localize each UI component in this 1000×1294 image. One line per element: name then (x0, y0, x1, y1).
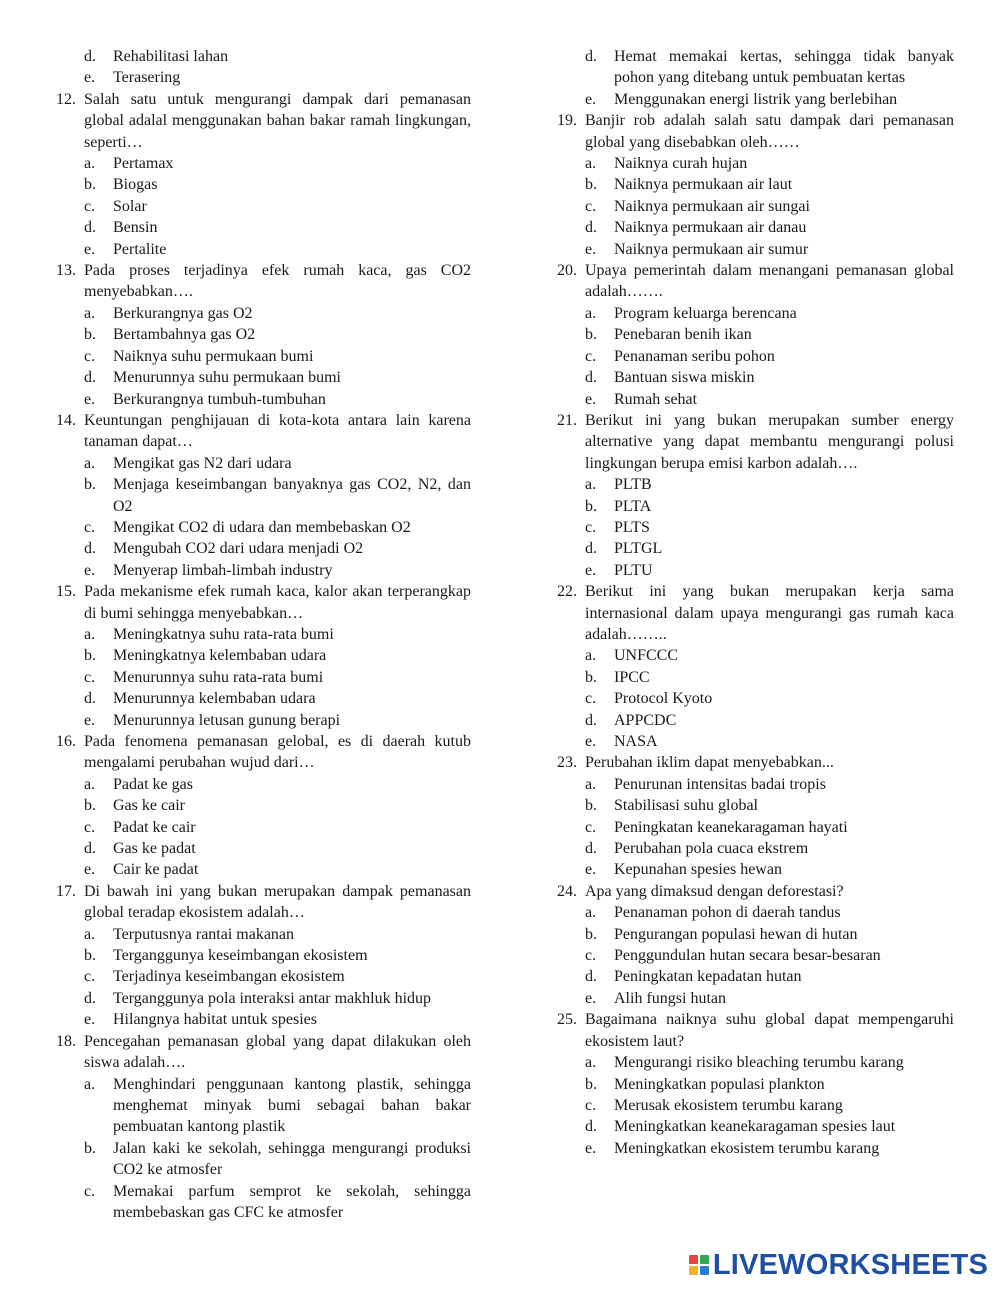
option-text: Perubahan pola cuaca ekstrem (614, 840, 809, 858)
answer-option[interactable] (557, 902, 954, 923)
option-text: Pertalite (113, 240, 167, 258)
option-letter: c. (84, 818, 96, 836)
answer-option[interactable] (56, 174, 471, 195)
answer-option[interactable] (56, 239, 471, 260)
option-text: Pertamax (113, 155, 174, 173)
answer-option[interactable] (56, 924, 471, 945)
option-text: Mengubah CO2 dari udara menjadi O2 (113, 540, 364, 558)
question-text: Pada mekanisme efek rumah kaca, kalor akan terperangkap di bumi sehingga menyebabkan… (84, 583, 471, 622)
answer-option[interactable] (56, 389, 471, 410)
option-text: PLTGL (614, 540, 663, 558)
option-letter: d. (84, 540, 96, 558)
option-text: Menurunnya letusan gunung berapi (113, 711, 341, 729)
question-number: 12. (56, 90, 76, 108)
option-letter: b. (585, 497, 597, 515)
option-letter: a. (84, 925, 96, 943)
option-letter: d. (585, 540, 597, 558)
option-text: Hilangnya habitat untuk spesies (113, 1011, 317, 1029)
option-text: Menurunnya suhu rata-rata bumi (113, 668, 324, 686)
answer-option[interactable] (557, 945, 954, 966)
answer-option[interactable] (557, 1095, 954, 1116)
option-letter: e. (585, 989, 597, 1007)
question-text: Salah satu untuk mengurangi dampak dari pemanasan global adalal menggunakan bahan bakar ramah lingkungan, seperti… (84, 90, 471, 151)
question-block (557, 260, 954, 410)
option-text: Bantuan siswa miskin (614, 369, 755, 387)
option-letter: b. (84, 947, 96, 965)
left-column (56, 46, 471, 1223)
option-letter: e. (585, 240, 597, 258)
question-block (557, 1009, 954, 1159)
option-text: Program keluarga berencana (614, 304, 797, 322)
option-letter: d. (84, 219, 96, 237)
question-number: 23. (557, 754, 577, 772)
question (56, 881, 471, 924)
answer-option[interactable] (557, 1138, 954, 1159)
answer-option[interactable] (557, 667, 954, 688)
option-letter: e. (585, 390, 597, 408)
question-block (557, 752, 954, 880)
answer-option[interactable] (56, 303, 471, 324)
answer-option[interactable] (557, 303, 954, 324)
option-letter: d. (585, 219, 597, 237)
question-text: Bagaimana naiknya suhu global dapat mempengaruhi ekosistem laut? (585, 1011, 954, 1050)
answer-option[interactable] (557, 89, 954, 110)
answer-option[interactable] (56, 346, 471, 367)
answer-option[interactable] (557, 239, 954, 260)
option-letter: d. (84, 48, 96, 65)
option-text: Biogas (113, 176, 158, 194)
question-number: 15. (56, 583, 76, 601)
option-letter: e. (585, 561, 597, 579)
answer-option[interactable] (56, 795, 471, 816)
answer-option[interactable] (557, 46, 954, 89)
option-letter: a. (585, 647, 597, 665)
logo-tiles-icon (689, 1255, 709, 1275)
answer-option[interactable] (557, 367, 954, 388)
option-text: Menggunakan energi listrik yang berlebihan (614, 90, 898, 108)
option-text: Bensin (113, 219, 158, 237)
option-letter: a. (84, 775, 96, 793)
question-block (56, 581, 471, 731)
option-text: Menyerap limbah-limbah industry (113, 561, 333, 579)
option-letter: d. (84, 989, 96, 1007)
question-block (557, 410, 954, 581)
question-text: Pada fenomena pemanasan gelobal, es di daerah kutub mengalami perubahan wujud dari… (84, 733, 471, 772)
answer-option[interactable] (557, 688, 954, 709)
option-text: Meningkatkan populasi plankton (614, 1075, 825, 1093)
answer-option[interactable] (56, 67, 471, 88)
question (557, 1009, 954, 1052)
question-block (56, 1031, 471, 1224)
option-letter: b. (585, 925, 597, 943)
option-letter: b. (84, 797, 96, 815)
question-number: 17. (56, 882, 76, 900)
option-text: Naiknya permukaan air laut (614, 176, 793, 194)
option-text: PLTA (614, 497, 652, 515)
option-letter: a. (585, 775, 597, 793)
option-text: Terganggunya pola interaksi antar makhluk hidup (113, 989, 432, 1007)
option-letter: e. (84, 561, 96, 579)
right-column (557, 46, 954, 1159)
option-letter: b. (585, 797, 597, 815)
answer-option[interactable] (56, 688, 471, 709)
answer-option[interactable] (557, 924, 954, 945)
answer-option[interactable] (56, 1074, 471, 1138)
question-text: Upaya pemerintah dalam menangani pemanasan global adalah……. (585, 262, 954, 301)
option-text: Pengurangan populasi hewan di hutan (614, 925, 858, 943)
answer-option[interactable] (56, 196, 471, 217)
option-text: Peningkatan keanekaragaman hayati (614, 818, 848, 836)
option-text: Penebaran benih ikan (614, 326, 752, 344)
option-letter: b. (585, 668, 597, 686)
answer-option[interactable] (56, 324, 471, 345)
question-block (557, 881, 954, 1009)
answer-option[interactable] (557, 988, 954, 1009)
option-letter: c. (585, 818, 597, 836)
option-letter: a. (585, 304, 597, 322)
question-number: 18. (56, 1032, 76, 1050)
option-text: Naiknya permukaan air danau (614, 219, 807, 237)
question (56, 410, 471, 453)
option-text: Cair ke padat (113, 861, 199, 879)
option-text: Mengikat CO2 di udara dan membebaskan O2 (113, 518, 411, 536)
answer-option[interactable] (56, 46, 471, 67)
answer-option[interactable] (557, 538, 954, 559)
answer-option[interactable] (56, 217, 471, 238)
question-block (56, 731, 471, 881)
question (56, 1031, 471, 1074)
option-text: Menurunnya kelembaban udara (113, 690, 316, 708)
answer-option[interactable] (557, 838, 954, 859)
answer-option[interactable] (56, 817, 471, 838)
answer-option[interactable] (56, 538, 471, 559)
answer-option[interactable] (56, 945, 471, 966)
option-text: Terputusnya rantai makanan (113, 925, 295, 943)
option-letter: d. (84, 690, 96, 708)
option-letter: d. (585, 369, 597, 387)
logo-text: LIVEWORKSHEETS (712, 1248, 988, 1281)
logo-tile-icon (700, 1255, 709, 1264)
option-text: Penggundulan hutan secara besar-besaran (614, 947, 881, 965)
question-block (56, 46, 471, 89)
option-letter: d. (585, 840, 597, 858)
answer-option[interactable] (557, 774, 954, 795)
answer-option[interactable] (56, 774, 471, 795)
option-letter: a. (585, 904, 597, 922)
answer-option[interactable] (56, 645, 471, 666)
option-letter: d. (84, 369, 96, 387)
option-letter: e. (84, 1011, 96, 1029)
option-letter: c. (84, 1182, 96, 1200)
question-number: 16. (56, 733, 76, 750)
option-text: Gas ke cair (113, 797, 185, 815)
question (56, 581, 471, 624)
option-text: Meningkatkan ekosistem terumbu karang (614, 1139, 880, 1157)
option-letter: c. (585, 518, 597, 536)
answer-option[interactable] (557, 710, 954, 731)
option-letter: e. (84, 69, 96, 87)
question-block (557, 110, 954, 260)
answer-option[interactable] (557, 966, 954, 987)
option-letter: c. (84, 197, 96, 215)
question-number: 14. (56, 411, 76, 429)
answer-option[interactable] (557, 560, 954, 581)
question (557, 752, 954, 773)
question (557, 260, 954, 303)
option-letter: e. (585, 1139, 597, 1157)
option-letter: c. (585, 347, 597, 365)
option-letter: a. (84, 304, 96, 322)
option-text: Rumah sehat (614, 390, 698, 408)
option-letter: a. (585, 155, 597, 173)
option-letter: e. (84, 390, 96, 408)
answer-option[interactable] (557, 153, 954, 174)
question (557, 581, 954, 645)
option-letter: a. (84, 155, 96, 173)
answer-option[interactable] (557, 174, 954, 195)
option-letter: b. (84, 476, 96, 494)
option-letter: c. (585, 690, 597, 708)
question (56, 89, 471, 153)
option-text: PLTS (614, 518, 650, 536)
option-text: Naiknya permukaan air sumur (614, 240, 809, 258)
question-block (557, 581, 954, 752)
option-letter: c. (585, 197, 597, 215)
option-text: Rehabilitasi lahan (113, 48, 229, 65)
option-text: Menjaga keseimbangan banyaknya gas CO2, N2, dan O2 (113, 476, 471, 515)
option-letter: b. (585, 326, 597, 344)
question-number: 22. (557, 583, 577, 601)
answer-option[interactable] (56, 838, 471, 859)
option-text: APPCDC (614, 711, 677, 729)
option-text: Berkurangnya gas O2 (113, 304, 253, 322)
answer-option[interactable] (557, 1052, 954, 1073)
answer-option[interactable] (557, 324, 954, 345)
option-text: Berkurangnya tumbuh-tumbuhan (113, 390, 326, 408)
question-text: Pencegahan pemanasan global yang dapat dilakukan oleh siswa adalah…. (84, 1032, 471, 1072)
option-letter: d. (585, 711, 597, 729)
option-text: PLTB (614, 476, 652, 494)
answer-option[interactable] (56, 710, 471, 731)
question-number: 19. (557, 112, 577, 130)
question-number: 24. (557, 882, 577, 900)
option-letter: c. (84, 347, 96, 365)
option-text: Penurunan intensitas badai tropis (614, 775, 826, 793)
logo-tile-icon (689, 1266, 698, 1275)
question-number: 20. (557, 262, 577, 280)
option-letter: e. (585, 90, 597, 108)
answer-option[interactable] (56, 1138, 471, 1181)
answer-option[interactable] (557, 496, 954, 517)
answer-option[interactable] (56, 1009, 471, 1030)
option-text: Menurunnya suhu permukaan bumi (113, 369, 341, 387)
answer-option[interactable] (557, 217, 954, 238)
option-text: Mengikat gas N2 dari udara (113, 454, 292, 472)
option-text: UNFCCC (614, 647, 679, 665)
option-text: Peningkatan kepadatan hutan (614, 968, 802, 986)
option-text: Merusak ekosistem terumbu karang (614, 1096, 843, 1114)
answer-option[interactable] (56, 667, 471, 688)
question (56, 260, 471, 303)
question (557, 881, 954, 902)
question-block (56, 89, 471, 260)
option-text: Terganggunya keseimbangan ekosistem (113, 947, 368, 965)
option-text: Kepunahan spesies hewan (614, 861, 782, 879)
question-text: Berikut ini yang bukan merupakan sumber energy alternative yang dapat membantu mengurangi polusi lingkungan berupa emisi karbon adalah…. (585, 411, 954, 472)
liveworksheets-logo (689, 1250, 988, 1280)
answer-option[interactable] (557, 1074, 954, 1095)
option-letter: c. (585, 947, 597, 965)
option-letter: d. (585, 1118, 597, 1136)
answer-option[interactable] (56, 153, 471, 174)
answer-option[interactable] (557, 1116, 954, 1137)
option-text: Meningkatnya kelembaban udara (113, 647, 327, 665)
option-letter: a. (84, 454, 96, 472)
answer-option[interactable] (56, 988, 471, 1009)
option-text: Jalan kaki ke sekolah, sehingga mengurangi produksi CO2 ke atmosfer (113, 1139, 471, 1179)
question-text: Apa yang dimaksud dengan deforestasi? (585, 882, 844, 900)
option-text: Bertambahnya gas O2 (113, 326, 256, 344)
option-text: Protocol Kyoto (614, 690, 713, 708)
answer-option[interactable] (56, 560, 471, 581)
option-letter: a. (585, 476, 597, 494)
answer-option[interactable] (557, 517, 954, 538)
option-text: Naiknya permukaan air sungai (614, 197, 810, 215)
question (56, 731, 471, 774)
option-letter: e. (84, 711, 96, 729)
option-text: Alih fungsi hutan (614, 989, 726, 1007)
option-text: NASA (614, 733, 658, 750)
question-text: Pada proses terjadinya efek rumah kaca, gas CO2 menyebabkan…. (84, 262, 471, 301)
option-text: Stabilisasi suhu global (614, 797, 758, 815)
option-text: Gas ke padat (113, 840, 196, 858)
question-text: Di bawah ini yang bukan merupakan dampak pemanasan global teradap ekosistem adalah… (84, 882, 471, 922)
option-letter: b. (84, 647, 96, 665)
question (557, 110, 954, 153)
option-text: PLTU (614, 561, 653, 579)
answer-option[interactable] (557, 645, 954, 666)
option-letter: c. (84, 518, 96, 536)
answer-option[interactable] (557, 817, 954, 838)
option-letter: c. (84, 968, 96, 986)
question-text: Perubahan iklim dapat menyebabkan... (585, 754, 834, 772)
answer-option[interactable] (557, 196, 954, 217)
answer-option[interactable] (557, 795, 954, 816)
answer-option[interactable] (557, 859, 954, 880)
answer-option[interactable] (56, 966, 471, 987)
option-text: Solar (113, 197, 147, 215)
option-letter: b. (84, 176, 96, 194)
answer-option[interactable] (557, 731, 954, 752)
option-letter: d. (585, 48, 597, 65)
option-letter: c. (585, 1096, 597, 1114)
option-text: Meningkatnya suhu rata-rata bumi (113, 625, 334, 643)
question-block (557, 46, 954, 110)
option-text: Naiknya suhu permukaan bumi (113, 347, 314, 365)
option-text: Padat ke gas (113, 775, 193, 793)
question-block (56, 410, 471, 581)
option-letter: d. (585, 968, 597, 986)
option-letter: a. (84, 1075, 96, 1093)
option-letter: b. (84, 1139, 96, 1157)
option-text: Padat ke cair (113, 818, 196, 836)
question (557, 410, 954, 474)
answer-option[interactable] (56, 517, 471, 538)
question-number: 25. (557, 1011, 577, 1029)
logo-tile-icon (700, 1266, 709, 1275)
option-letter: e. (84, 240, 96, 258)
option-letter: a. (84, 625, 96, 643)
answer-option[interactable] (56, 624, 471, 645)
option-letter: a. (585, 1054, 597, 1072)
option-text: Penanaman seribu pohon (614, 347, 775, 365)
option-letter: b. (585, 176, 597, 194)
option-letter: d. (84, 840, 96, 858)
answer-option[interactable] (56, 859, 471, 880)
option-letter: e. (84, 861, 96, 879)
answer-option[interactable] (557, 346, 954, 367)
question-number: 13. (56, 262, 76, 280)
answer-option[interactable] (56, 474, 471, 517)
answer-option[interactable] (56, 453, 471, 474)
answer-option[interactable] (557, 474, 954, 495)
option-text: Naiknya curah hujan (614, 155, 748, 173)
question-block (56, 881, 471, 1031)
question-block (56, 260, 471, 410)
question-number: 21. (557, 411, 577, 429)
option-letter: e. (585, 861, 597, 879)
option-letter: c. (84, 668, 96, 686)
answer-option[interactable] (56, 1181, 471, 1224)
option-text: Terasering (113, 69, 181, 87)
option-letter: b. (585, 1075, 597, 1093)
option-text: Memakai parfum semprot ke sekolah, sehingga membebaskan gas CFC ke atmosfer (113, 1182, 471, 1221)
option-text: IPCC (614, 668, 650, 686)
logo-tile-icon (689, 1255, 698, 1264)
option-text: Penanaman pohon di daerah tandus (614, 904, 841, 922)
option-text: Hemat memakai kertas, sehingga tidak banyak pohon yang ditebang untuk pembuatan kertas (614, 48, 954, 87)
answer-option[interactable] (557, 389, 954, 410)
option-text: Terjadinya keseimbangan ekosistem (113, 968, 345, 986)
question-text: Berikut ini yang bukan merupakan kerja sama internasional dalam upaya mengurangi gas rumah kaca adalah…….. (585, 583, 954, 643)
question-text: Keuntungan penghijauan di kota-kota antara lain karena tanaman dapat… (84, 411, 471, 451)
option-text: Mengurangi risiko bleaching terumbu karang (614, 1054, 904, 1072)
option-text: Menghindari penggunaan kantong plastik, sehingga menghemat minyak bumi sebagai bahan bakar pembuatan kantong plastik (113, 1075, 471, 1136)
option-letter: e. (585, 733, 597, 750)
question-text: Banjir rob adalah salah satu dampak dari pemanasan global yang disebabkan oleh…… (585, 112, 954, 151)
answer-option[interactable] (56, 367, 471, 388)
option-text: Meningkatkan keanekaragaman spesies laut (614, 1118, 896, 1136)
option-letter: b. (84, 326, 96, 344)
